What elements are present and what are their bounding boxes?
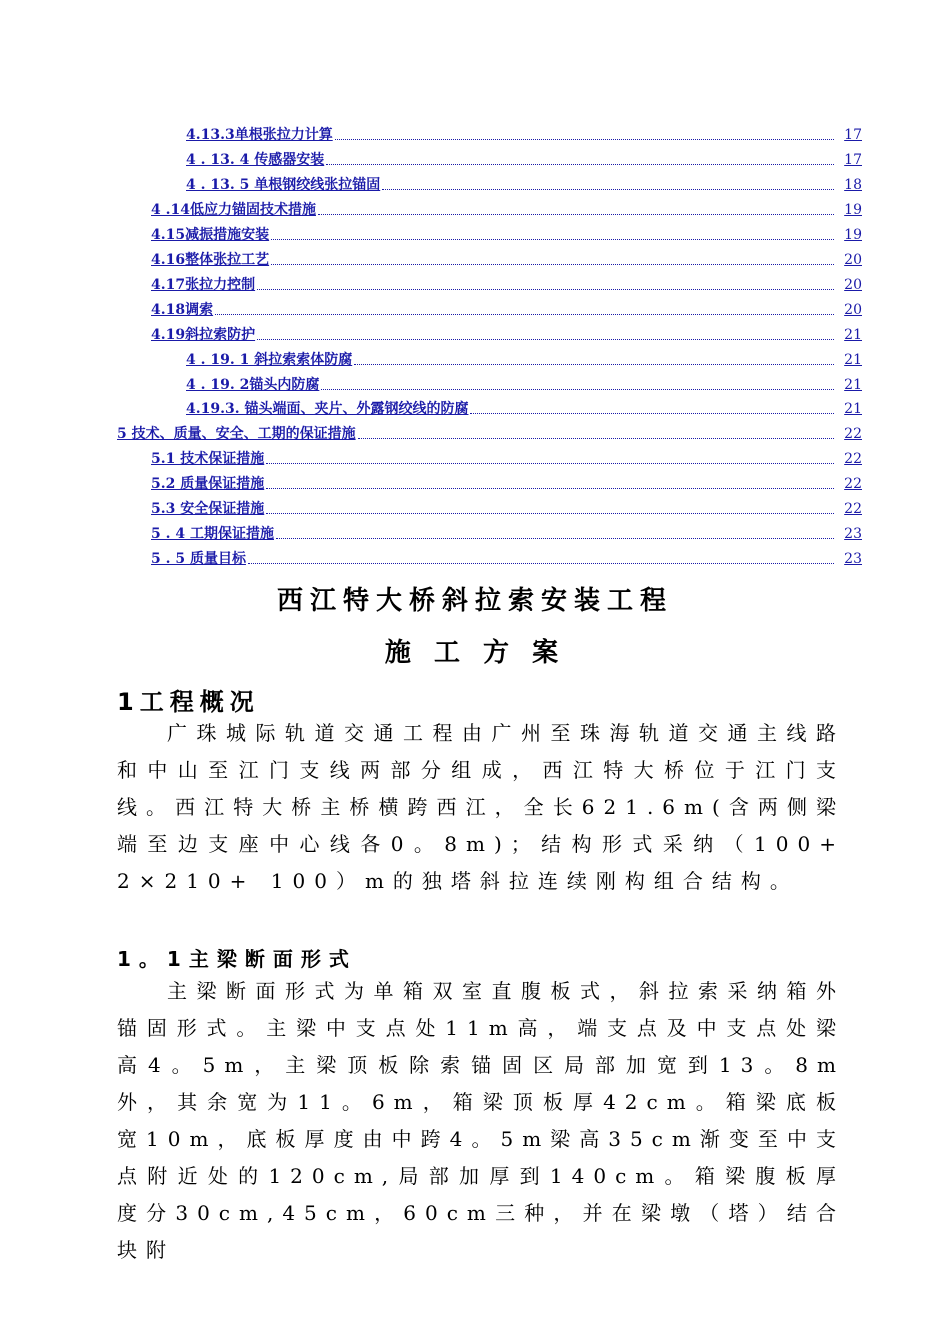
toc-entry-title: 4 . 19. 2锚头内防腐 [186,377,320,393]
toc-page-number: 17 [844,152,862,168]
toc-page-number: 23 [844,526,862,542]
toc-leader [266,512,834,514]
toc-entry[interactable] [151,326,862,344]
toc-leader [248,562,834,564]
toc-entry[interactable] [151,226,862,244]
toc-leader [326,163,834,165]
toc-entry[interactable] [151,276,862,294]
toc-entry-title: 4.19斜拉索防护 [151,327,256,343]
toc-page-number: 21 [844,352,862,368]
toc-entry[interactable] [186,400,862,418]
toc-entry[interactable] [186,126,862,144]
toc-leader [382,188,834,190]
toc-entry-title: 4 .14低应力锚固技术措施 [151,202,316,218]
toc-page-number: 22 [844,476,862,492]
toc-entry-title: 4 . 13. 4 传感器安装 [186,152,325,168]
toc-entry-title: 4.16整体张拉工艺 [151,252,270,268]
toc-entry-title: 4.13.3单根张拉力计算 [186,127,333,143]
body-paragraph: 广珠城际轨道交通工程由广州至珠海轨道交通主线路和中山至江门支线两部分组成，西江特大桥位于江门支线。西江特大桥主桥横跨西江，全长621.6m(含两侧梁端至边支座中心线各0。8m)；结构形式采纳（100+ 2×210+ 100）m的独塔斜拉连续刚构组合结构。 [117,721,845,893]
toc-leader [257,288,834,290]
toc-entry-title: 5 . 5 质量目标 [151,551,246,567]
toc-page-number: 22 [844,501,862,517]
toc-entry[interactable] [186,176,862,194]
toc-leader [266,487,834,489]
toc-page-number: 19 [844,202,862,218]
section-heading: 1工程概况 [117,688,260,716]
subsection-heading: 1。1主梁断面形式 [117,947,357,971]
toc-entry-title: 4.15减振措施安装 [151,227,270,243]
toc-leader [354,363,834,365]
toc-page-number: 22 [844,451,862,467]
toc-entry[interactable] [117,425,862,443]
toc-entry-title: 5 . 4 工期保证措施 [151,526,274,542]
toc-page-number: 23 [844,551,862,567]
toc-entry-title: 4.18调索 [151,302,214,318]
toc-leader [271,263,834,265]
document-subtitle: 施 工 方 案 [384,638,566,668]
toc-page-number: 17 [844,127,862,143]
toc-page-number: 18 [844,177,862,193]
toc-leader [335,138,834,140]
toc-entry[interactable] [151,550,862,568]
toc-leader [358,437,834,439]
toc-entry[interactable] [151,251,862,269]
toc-entry-title: 5.2 质量保证措施 [151,476,265,492]
toc-leader [215,313,834,315]
toc-entry[interactable] [151,525,862,543]
document-title: 西江特大桥斜拉索安装工程 [276,586,673,616]
toc-entry[interactable] [151,201,862,219]
toc-entry-title: 5 技术、质量、安全、工期的保证措施 [117,426,356,442]
toc-entry-title: 4.17张拉力控制 [151,277,256,293]
toc-leader [257,338,834,340]
toc-entry-title: 5.3 安全保证措施 [151,501,265,517]
toc-entry[interactable] [186,351,862,369]
toc-entry[interactable] [186,151,862,169]
toc-page-number: 21 [844,377,862,393]
toc-entry[interactable] [151,301,862,319]
toc-page-number: 20 [844,277,862,293]
toc-page-number: 21 [844,401,862,417]
toc-leader [321,388,834,390]
toc-leader [470,412,834,414]
toc-page-number: 20 [844,252,862,268]
toc-leader [271,238,834,240]
toc-page-number: 19 [844,227,862,243]
toc-entry-title: 4 . 19. 1 斜拉索索体防腐 [186,352,353,368]
toc-entry-title: 5.1 技术保证措施 [151,451,265,467]
toc-entry[interactable] [151,450,862,468]
toc-entry[interactable] [151,500,862,518]
toc-entry[interactable] [151,475,862,493]
toc-leader [318,213,834,215]
toc-entry-title: 4.19.3. 锚头端面、夹片、外露钢绞线的防腐 [186,401,469,417]
toc-page-number: 22 [844,426,862,442]
toc-entry-title: 4 . 13. 5 单根钢绞线张拉锚固 [186,177,381,193]
body-paragraph: 主梁断面形式为单箱双室直腹板式，斜拉索采纳箱外锚固形式。主梁中支点处11m高，端支点及中支点处梁高4。5m，主梁顶板除索锚固区局部加宽到13。8m外，其余宽为11。6m，箱梁顶板厚42cm。箱梁底板宽10m，底板厚度由中跨4。5m梁高35cm渐变至中支点附近处的120cm,局部加厚到140cm。箱梁腹板厚度分30cm,45cm，60cm三种，并在梁墩（塔）结合块附 [117,979,845,1262]
toc-entry[interactable] [186,376,862,394]
toc-leader [266,462,834,464]
toc-page-number: 21 [844,327,862,343]
toc-page-number: 20 [844,302,862,318]
toc-leader [276,537,834,539]
